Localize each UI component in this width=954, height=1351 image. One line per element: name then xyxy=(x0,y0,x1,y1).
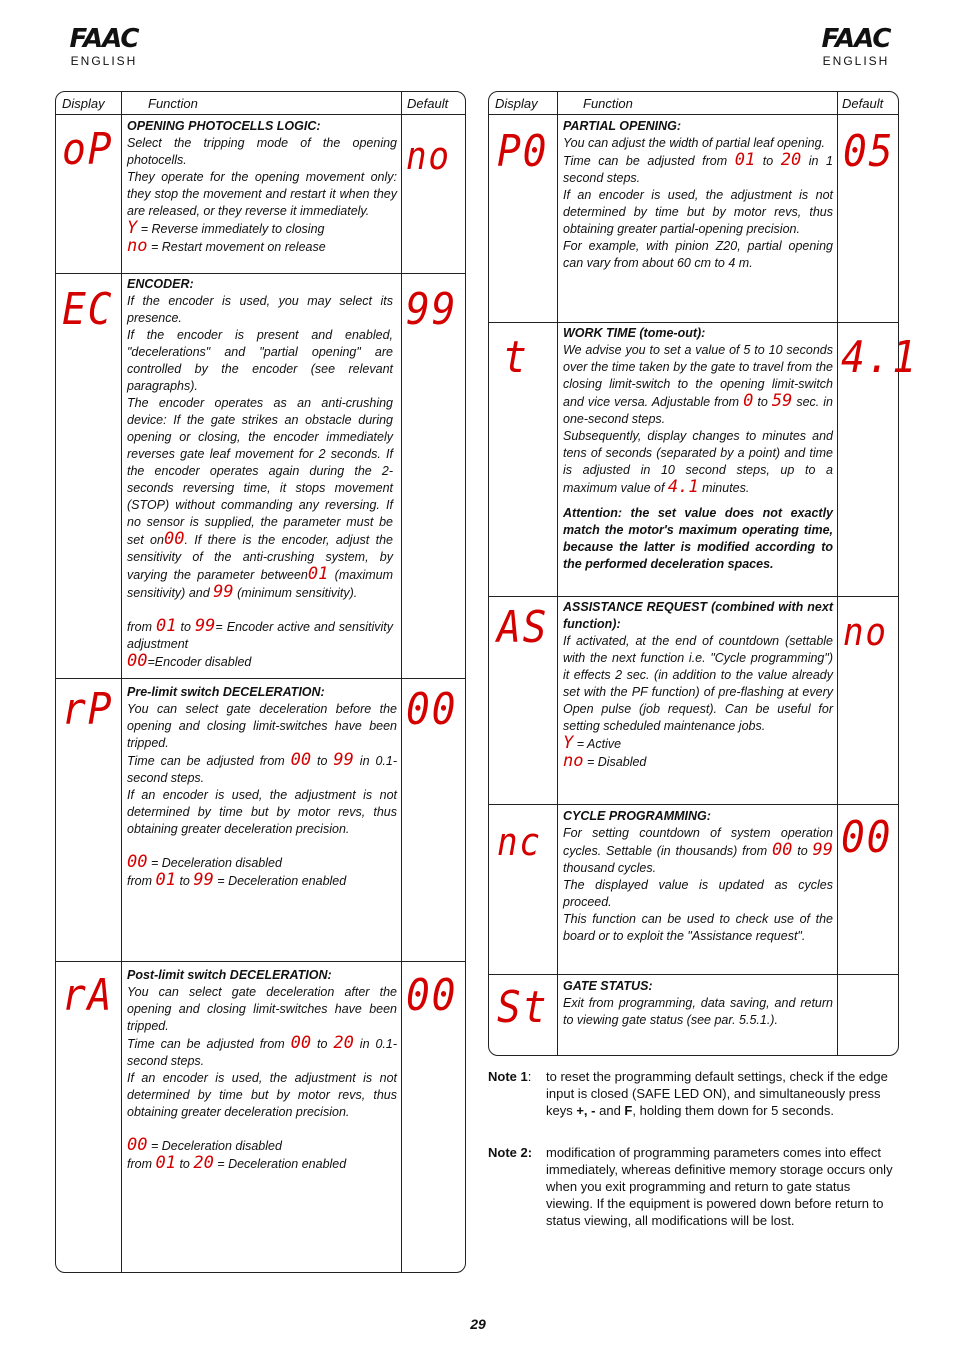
text-run: Time can be adjusted from xyxy=(127,1037,291,1051)
note-1 xyxy=(488,1068,896,1119)
function-description xyxy=(563,325,833,573)
seg-code: 01 xyxy=(155,1153,176,1173)
header-divider xyxy=(489,114,898,115)
text-run: minutes. xyxy=(698,481,750,495)
function-title: Post-limit switch DECELERATION: xyxy=(127,968,332,982)
row-divider xyxy=(489,974,898,975)
display-code: EC xyxy=(62,284,114,335)
function-text: If an encoder is used, the adjustment is not determined by time but by motor revs, thus obtaining greater partial-opening precision. xyxy=(563,188,833,236)
seg-code: 00 xyxy=(163,529,185,549)
row-divider xyxy=(56,678,465,679)
seg-code: 00 xyxy=(290,1033,312,1053)
text-run: in 1 second steps. xyxy=(563,154,833,185)
function-title: ASSISTANCE REQUEST (combined with next function): xyxy=(563,600,833,631)
function-text xyxy=(563,428,833,497)
seg-code: 00 xyxy=(290,750,312,770)
text-run: to xyxy=(792,844,813,858)
function-text xyxy=(563,825,833,877)
seg-code: 00 xyxy=(127,651,148,671)
function-title: ENCODER: xyxy=(127,277,194,291)
function-description xyxy=(563,978,833,1029)
row-divider xyxy=(56,961,465,962)
option-line xyxy=(127,220,397,238)
text-run: (minimum sensitivity). xyxy=(233,586,358,600)
default-value: 05 xyxy=(843,126,895,177)
text-run: from xyxy=(127,1157,156,1171)
text-run: to xyxy=(175,874,194,888)
seg-code: no xyxy=(127,236,148,256)
option-line xyxy=(563,753,833,771)
seg-code: 4.1 xyxy=(667,477,699,497)
row-divider xyxy=(489,596,898,597)
function-title: OPENING PHOTOCELLS LOGIC: xyxy=(127,119,321,133)
function-text xyxy=(127,395,393,602)
seg-code: no xyxy=(563,751,584,771)
display-code: oP xyxy=(62,124,114,175)
text-run: to xyxy=(175,1157,194,1171)
option-line xyxy=(127,238,397,256)
default-value: no xyxy=(843,610,888,654)
note-text xyxy=(546,1068,896,1119)
function-description xyxy=(127,684,397,890)
function-title: GATE STATUS: xyxy=(563,979,653,993)
text-run: and xyxy=(595,1103,625,1118)
default-value: 00 xyxy=(841,812,893,863)
option-line xyxy=(127,1155,397,1173)
text-run: (maximum sensitivity) and xyxy=(127,568,393,600)
row-divider xyxy=(56,273,465,274)
default-value: 4.1 xyxy=(841,332,918,383)
option-line xyxy=(563,735,833,753)
seg-code: 01 xyxy=(155,870,176,890)
seg-code: 01 xyxy=(156,616,177,636)
text-run: sec. in one-second steps. xyxy=(563,395,833,426)
function-text: For example, with pinion Z20, partial opening can vary from about 60 cm to 4 m. xyxy=(563,239,833,270)
column-header-function: Function xyxy=(148,96,198,111)
default-value: no xyxy=(406,134,451,178)
faac-logo: FAAC xyxy=(69,24,139,54)
seg-code: 00 xyxy=(771,840,793,860)
text-run: Subsequently, display changes to minutes and tens of seconds (separated by a point) and time is adjusted in 10 second steps, up to a maximum value of xyxy=(563,429,833,495)
function-text: If the encoder is present and enabled, "decelerations" and "partial opening" are controlled by the encoder (see relevant paragraphs). xyxy=(127,328,393,393)
note-label-text: Note 1 xyxy=(488,1069,528,1084)
text-run: to xyxy=(753,395,772,409)
display-code: rP xyxy=(62,684,114,735)
column-header-display: Display xyxy=(62,96,105,111)
row-divider xyxy=(489,804,898,805)
function-description xyxy=(127,967,397,1173)
function-title: CYCLE PROGRAMMING: xyxy=(563,809,711,823)
column-header-default: Default xyxy=(842,96,884,111)
function-text: Exit from programming, data saving, and return to viewing gate status (see par. 5.5.1.). xyxy=(563,996,833,1027)
language-label: ENGLISH xyxy=(70,54,138,68)
function-description xyxy=(563,808,833,945)
text-run: = Deceleration disabled xyxy=(147,1139,282,1153)
row-divider xyxy=(489,322,898,323)
seg-code: 99 xyxy=(333,750,354,770)
function-text: This function can be used to check use of the board or to exploit the "Assistance request". xyxy=(563,912,833,943)
header-divider xyxy=(56,114,465,115)
column-divider xyxy=(401,92,402,1272)
display-code: rA xyxy=(62,970,114,1021)
note-2 xyxy=(488,1144,896,1229)
seg-code: 99 xyxy=(213,582,234,602)
key-label: +, - xyxy=(576,1103,596,1118)
seg-code: 99 xyxy=(193,870,214,890)
seg-code: 00 xyxy=(127,852,148,872)
function-text: They operate for the opening movement only: they stop the movement and restart it when they are released, or they reverse it immediately. xyxy=(127,170,397,218)
text-run: For setting countdown of system operation cycles. Settable (in thousands) from xyxy=(563,826,833,858)
text-run: from xyxy=(127,620,157,634)
text-run: in 0.1-second steps. xyxy=(127,1037,397,1068)
text-run: = Disabled xyxy=(583,755,647,769)
display-code: AS xyxy=(497,602,549,653)
function-description xyxy=(563,599,833,771)
function-text xyxy=(127,618,393,653)
seg-code: 59 xyxy=(771,391,793,411)
note-label: Note 2: xyxy=(488,1145,533,1160)
function-text: You can adjust the width of partial leaf opening. xyxy=(563,136,825,150)
text-run: We advise you to set a value of 5 to 10 seconds over the time taken by the gate to travel from the closing limit-switch to the opening limit-switch and vice versa. Adjustable from xyxy=(563,343,833,409)
column-header-function: Function xyxy=(583,96,633,111)
function-text: If an encoder is used, the adjustment is not determined by time but by motor revs, thus obtaining greater deceleration precision. xyxy=(127,1071,397,1119)
display-code: P0 xyxy=(497,126,549,177)
display-code: St xyxy=(497,982,549,1033)
text-run: Time can be adjusted from xyxy=(563,154,735,168)
text-run: to xyxy=(311,754,334,768)
function-text: If the encoder is used, you may select its presence. xyxy=(127,294,393,325)
text-run: in 0.1-second steps. xyxy=(127,754,397,785)
function-text xyxy=(127,1035,397,1070)
function-title: WORK TIME (tome-out): xyxy=(563,326,706,340)
text-run: to xyxy=(176,620,195,634)
page-number: 29 xyxy=(470,1316,486,1332)
text-run: = Deceleration disabled xyxy=(147,856,282,870)
text-run: = Encoder active and sensitivity adjustment xyxy=(127,620,393,651)
function-text xyxy=(127,752,397,787)
text-run: thousand cycles. xyxy=(563,861,657,875)
function-description xyxy=(127,118,397,256)
function-text: The displayed value is updated as cycles proceed. xyxy=(563,878,833,909)
seg-code: 20 xyxy=(193,1153,214,1173)
notes xyxy=(488,1068,896,1254)
text-run: The encoder operates as an anti-crushing device: If the gate strikes an obstacle during opening or closing, the encoder immediately reverses gate leaf movement for 2 seconds. If the encoder operates again during the 2-seconds reversing time, it stops movement (STOP) without commanding any reversing. If no sensor is supplied, the parameter must be set on xyxy=(127,396,393,547)
text-run: to xyxy=(311,1037,334,1051)
seg-code: 01 xyxy=(734,150,756,170)
function-title: Pre-limit switch DECELERATION: xyxy=(127,685,325,699)
seg-code: Y xyxy=(127,218,138,238)
display-code: t xyxy=(503,332,529,383)
seg-code: 00 xyxy=(127,1135,148,1155)
column-divider xyxy=(557,92,558,1055)
warning-text: Attention: the set value does not exactly match the motor's maximum operating time, because the latter is modified according to the performed deceleration spaces. xyxy=(563,506,833,571)
column-divider xyxy=(837,92,838,1055)
function-text: Select the tripping mode of the opening photocells. xyxy=(127,136,397,167)
seg-code: 99 xyxy=(812,840,833,860)
default-value: 00 xyxy=(406,970,458,1021)
function-text: You can select gate deceleration after the opening and closing limit-switches have been tripped. xyxy=(127,985,397,1033)
faac-logo: FAAC xyxy=(821,24,891,54)
note-label xyxy=(488,1068,546,1119)
seg-code: 0 xyxy=(743,391,754,411)
column-header-default: Default xyxy=(407,96,449,111)
column-divider xyxy=(121,92,122,1272)
parameter-table-left xyxy=(55,91,466,1273)
note-text: modification of programming parameters comes into effect immediately, whereas definitive memory storage occurs only when you exit programming and return to gate status viewing. If the equipment is powered down before return to status viewing, all modifications will be lost. xyxy=(546,1145,893,1228)
text-run: = Active xyxy=(573,737,622,751)
text-run: to xyxy=(755,154,781,168)
function-title: PARTIAL OPENING: xyxy=(563,119,682,133)
parameter-table-right xyxy=(488,91,918,1056)
text-run: , holding them down for 5 seconds. xyxy=(632,1103,834,1118)
seg-code: 99 xyxy=(194,616,216,636)
key-label: F xyxy=(624,1103,633,1118)
function-text: If an encoder is used, the adjustment is not determined by time but by motor revs, thus obtaining greater deceleration precision. xyxy=(127,788,397,836)
text-run: . If there is the encoder, adjust the sensitivity of the anti-crushing system, by varying the parameter between xyxy=(127,533,393,582)
default-value: 00 xyxy=(406,684,458,735)
option-text: = Reverse immediately to closing xyxy=(137,222,325,236)
display-code: nc xyxy=(497,820,542,864)
note-separator: : xyxy=(527,1069,532,1084)
text-run: from xyxy=(127,874,156,888)
function-description xyxy=(127,276,393,671)
option-text: = Restart movement on release xyxy=(147,240,326,254)
text-run: = Deceleration enabled xyxy=(213,874,347,888)
text-run: Time can be adjusted from xyxy=(127,754,291,768)
seg-code: 20 xyxy=(333,1033,354,1053)
seg-code: Y xyxy=(563,733,574,753)
text-run: to reset the programming default settings, check if the edge input is closed (SAFE LED ON), and simultaneously press keys xyxy=(546,1069,888,1118)
function-text xyxy=(563,152,833,187)
function-text xyxy=(563,342,833,428)
function-text xyxy=(127,653,393,671)
function-description xyxy=(563,118,833,272)
function-text: If activated, at the end of countdown (settable with the next function i.e. "Cycle programming") it effects 2 sec. (in addition to the value already set with the PF function) of pre-flashing at every Open pulse (job request). Can be useful for setting scheduled maintenance jobs. xyxy=(563,634,833,733)
language-label: ENGLISH xyxy=(822,54,890,68)
brand-right xyxy=(806,26,906,68)
option-line xyxy=(127,872,397,890)
column-header-display: Display xyxy=(495,96,538,111)
text-run: =Encoder disabled xyxy=(147,655,252,669)
text-run: = Deceleration enabled xyxy=(213,1157,347,1171)
default-value: 99 xyxy=(406,284,458,335)
function-text: You can select gate deceleration before the opening and closing limit-switches have been tripped. xyxy=(127,702,397,750)
seg-code: 20 xyxy=(780,150,802,170)
seg-code: 01 xyxy=(307,564,329,584)
brand-left xyxy=(54,26,154,68)
